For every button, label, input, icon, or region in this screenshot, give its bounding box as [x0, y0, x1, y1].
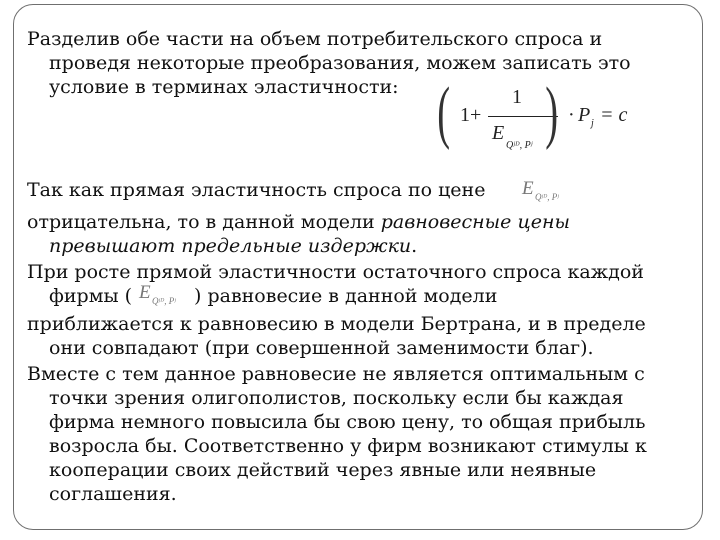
paragraph-1-line-2: проведя некоторые преобразования, можем записать это	[49, 52, 631, 74]
paragraph-2-line-2	[27, 210, 570, 234]
formula-equals-c: = c	[600, 104, 628, 126]
paragraph-1-line-1: Разделив обе части на объем потребительского спроса и	[27, 28, 603, 50]
right-paren: )	[545, 74, 559, 151]
paragraph-2-line-3	[49, 234, 417, 258]
paragraph-3-line-4: они совпадают (при совершенной заменимости благ).	[49, 337, 594, 359]
paragraph-4-line-5: кооперации своих действий через явные или неявные	[49, 459, 597, 481]
inline-elasticity-2	[139, 282, 195, 308]
paragraph-2-line-2-plain: отрицательна, то в данной модели	[27, 211, 381, 233]
inline-e-subscript: Qʲᴰ, Pʲ	[535, 192, 559, 202]
paragraph-3-line-2-start: фирмы (	[49, 285, 133, 307]
inline-elasticity-1	[522, 178, 582, 206]
paragraph-3-line-2-end: ) равновесие в данной модели	[194, 285, 498, 307]
inline-e-symbol: E	[522, 178, 534, 199]
paragraph-2-line-1: Так как прямая эластичность спроса по цене	[27, 179, 486, 201]
paragraph-4-line-2: точки зрения олигополистов, поскольку если бы каждая	[49, 387, 624, 409]
inline-e-symbol-2: E	[139, 282, 151, 303]
paragraph-3-line-1: При росте прямой эластичности остаточного спроса каждой	[27, 261, 644, 283]
formula-one-plus: 1+	[460, 104, 482, 126]
elasticity-formula	[437, 74, 638, 162]
paragraph-3-line-3: приближается к равновесию в модели Бертрана, и в пределе	[27, 313, 646, 335]
paragraph-2-line-2-italic: равновесные цены	[380, 211, 570, 233]
paragraph-4-line-6: соглашения.	[49, 483, 177, 505]
left-paren: (	[437, 74, 451, 151]
formula-p-symbol: P	[578, 104, 591, 126]
paragraph-2-line-3-end: .	[411, 235, 418, 257]
formula-dot: ·	[568, 104, 575, 126]
formula-numerator: 1	[512, 86, 522, 108]
formula-e-subscript: Qʲᴰ, Pʲ	[506, 140, 533, 151]
paragraph-4-line-4: возросла бы. Соответственно у фирм возникают стимулы к	[49, 435, 647, 457]
formula-p-subscript: j	[591, 118, 594, 129]
paragraph-4-line-1: Вместе с тем данное равновесие не является оптимальным с	[27, 363, 645, 385]
inline-e-subscript-2: Qʲᴰ, Pʲ	[152, 296, 176, 306]
paragraph-4-line-3: фирма немного повысила бы свою цену, то общая прибыль	[49, 411, 646, 433]
formula-e-symbol: E	[492, 122, 505, 144]
paragraph-2-line-3-italic: превышают предельные издержки	[49, 235, 412, 257]
paragraph-1-line-3: условие в терминах эластичности:	[49, 76, 399, 98]
